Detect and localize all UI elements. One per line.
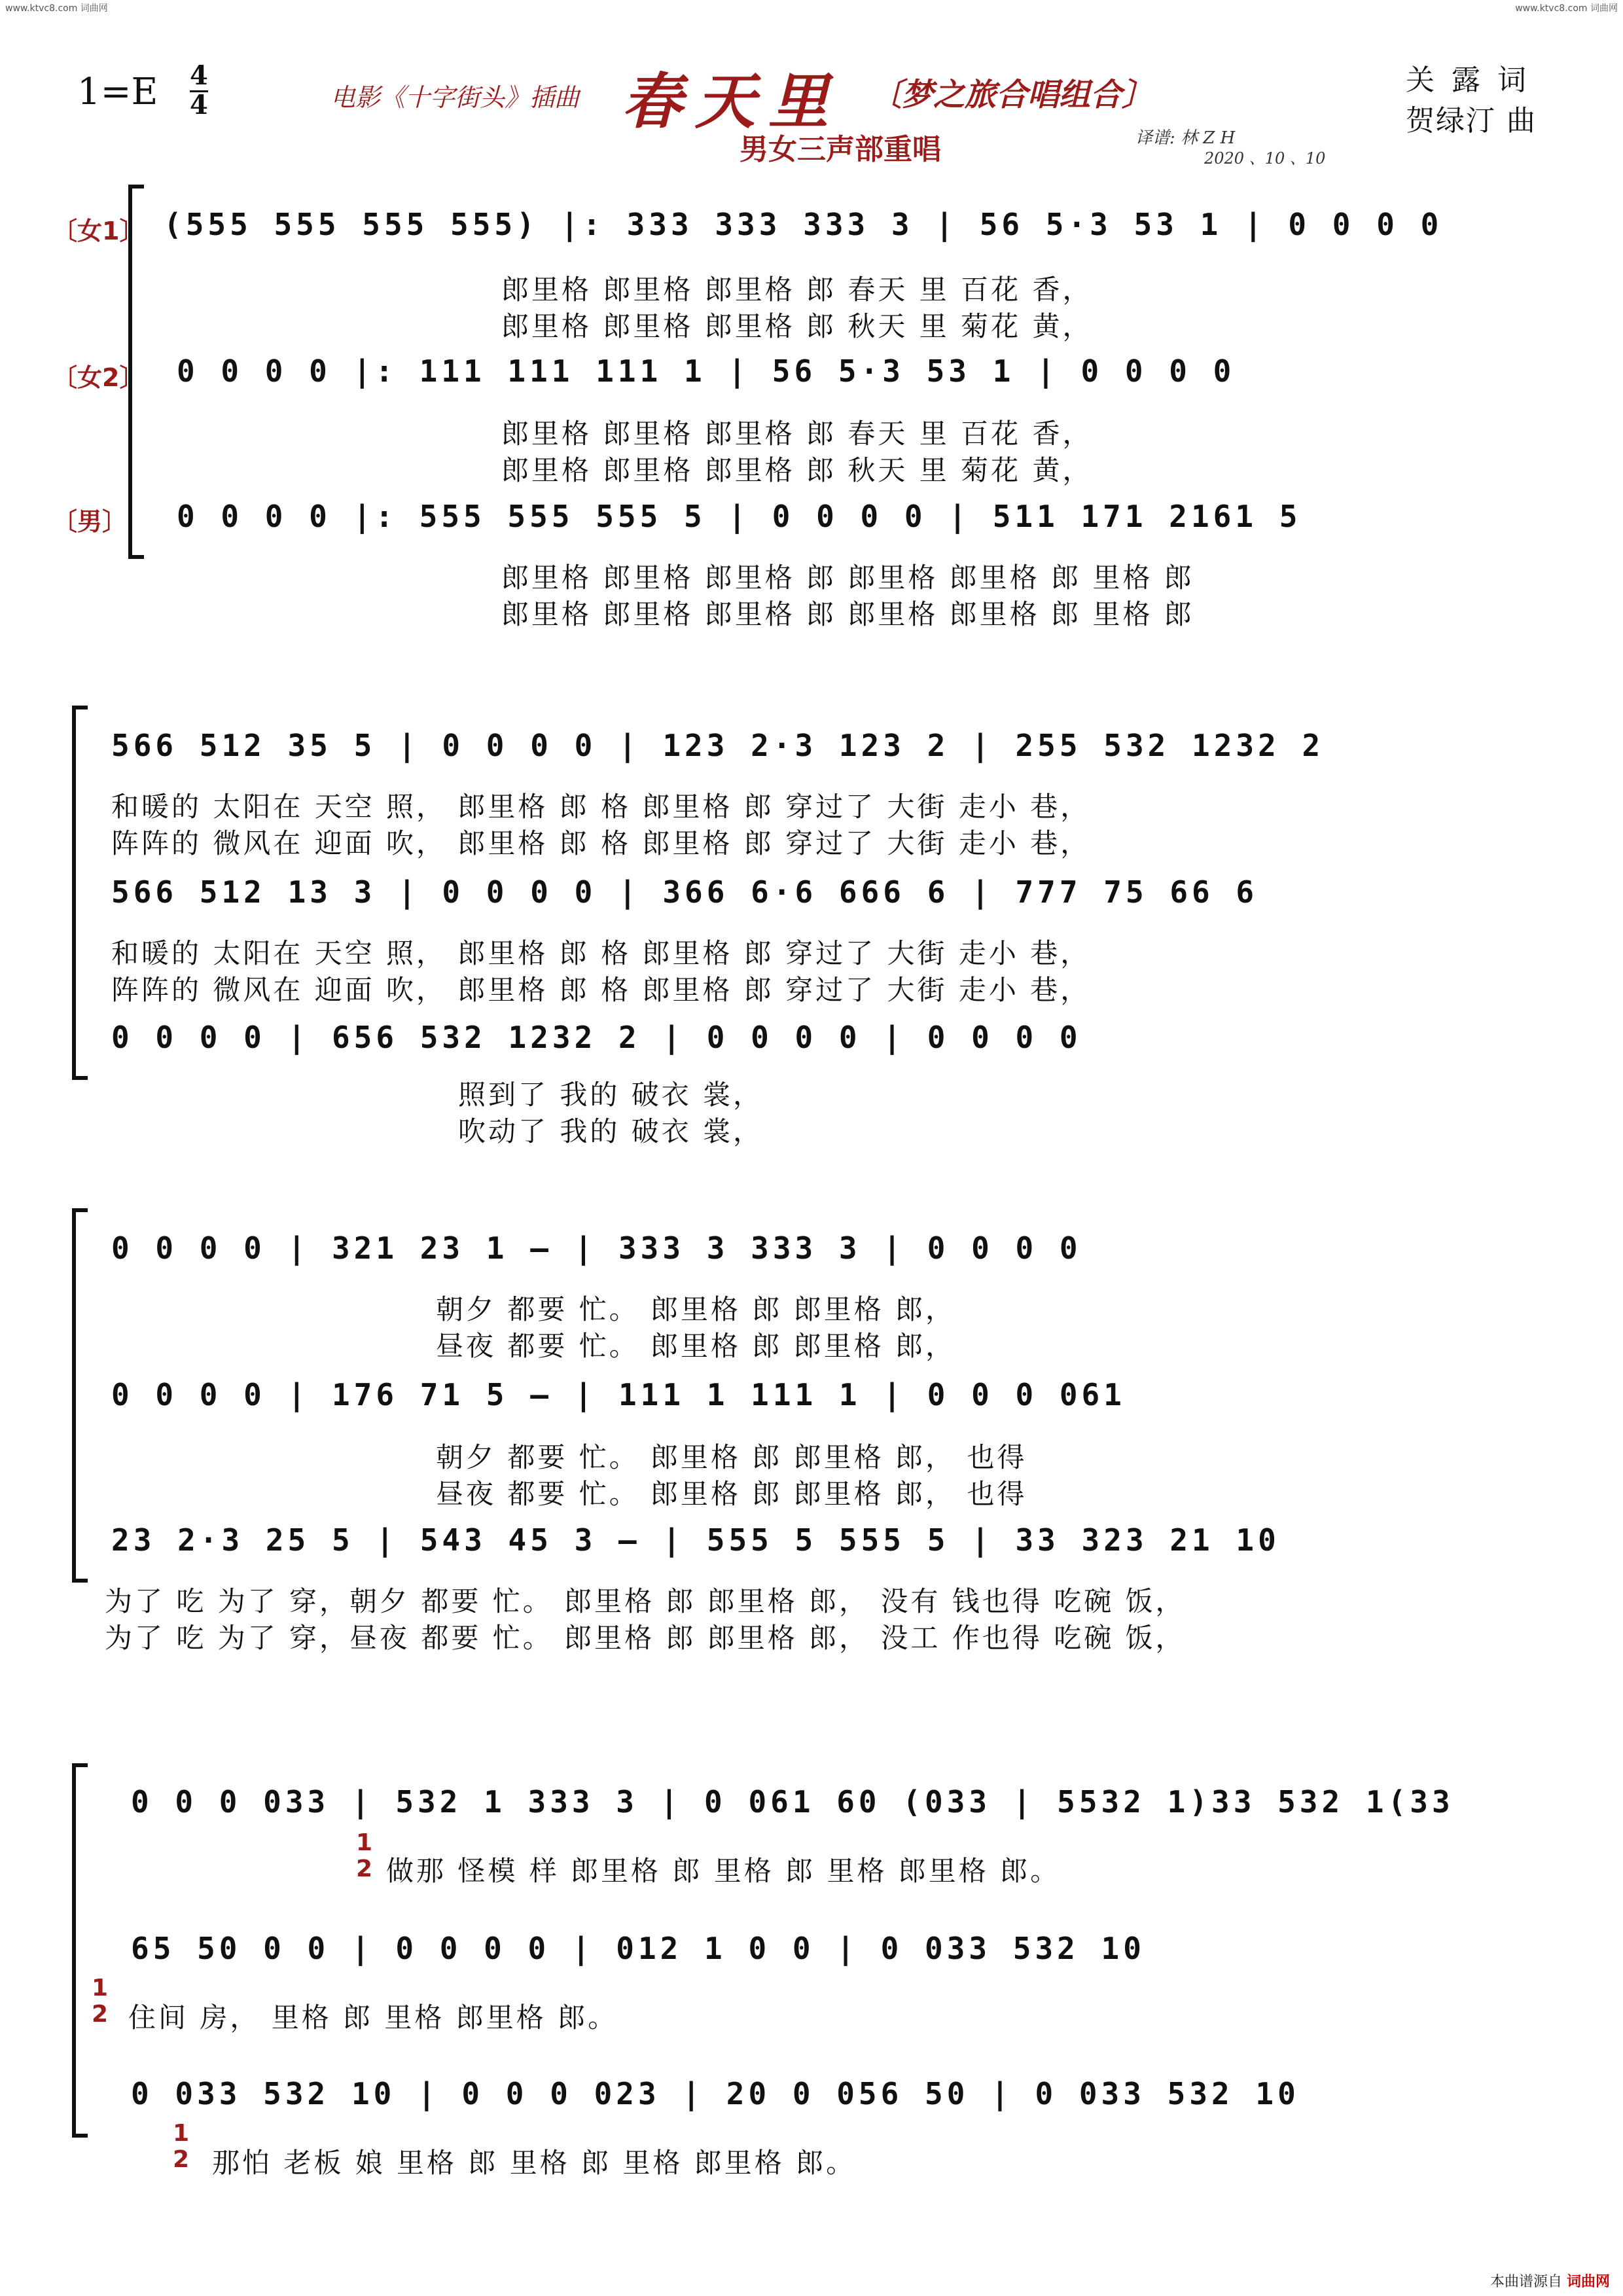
s4-v3-notes: 0 033 532 10 | 0 0 0 023 | 20 0 056 50 | 0 033 532 10 bbox=[131, 2076, 1300, 2111]
s3-v1-notes: 0 0 0 0 | 321 23 1 – | 333 3 333 3 | 0 0 0 0 bbox=[111, 1230, 1082, 1266]
voice-label-v3: 〔男〕 bbox=[52, 507, 128, 536]
s2-v2-lyrics-2: 阵阵的 微风在 迎面 吹， 郎里格 郎 格 郎里格 郎 穿过了 大街 走小 巷， bbox=[111, 974, 1091, 1006]
s4-v3-verse-mark bbox=[173, 2121, 189, 2173]
s3-v2-lyrics-1: 朝夕 都要 忙。 郎里格 郎 郎里格 郎， 也得 bbox=[436, 1441, 1027, 1473]
film-note: 电影《十字街头》插曲 bbox=[330, 83, 580, 112]
time-signature bbox=[190, 60, 208, 120]
song-title: 春天里 bbox=[622, 66, 842, 137]
s4-v2-verse-mark bbox=[92, 1975, 108, 2028]
s1-v3-lyrics-1: 郎里格 郎里格 郎里格 郎 郎里格 郎里格 郎 里格 郎 bbox=[501, 562, 1194, 594]
s4-v3-lyrics: 那怕 老板 娘 里格 郎 里格 郎 里格 郎里格 郎。 bbox=[212, 2147, 857, 2179]
arranger: 译谱: 林 Z H bbox=[1135, 128, 1236, 148]
system-2-bracket bbox=[72, 706, 88, 1080]
chorus-type: 男女三声部重唱 bbox=[740, 133, 941, 166]
verse-mark-2: 2 bbox=[356, 1856, 373, 1882]
s3-v3-lyrics-2: 为了 吃 为了 穿，昼夜 都要 忙。 郎里格 郎 郎里格 郎， 没工 作也得 吃碗 饭， bbox=[105, 1622, 1186, 1654]
s2-v2-notes: 566 512 13 3 | 0 0 0 0 | 366 6·6 666 6 | 777 75 66 6 bbox=[111, 874, 1258, 910]
site-url-right: www.ktvc8.com 词曲网 bbox=[1515, 3, 1618, 14]
s1-v2-lyrics-2: 郎里格 郎里格 郎里格 郎 秋天 里 菊花 黄， bbox=[501, 454, 1093, 486]
voice-label-v2: 〔女2〕 bbox=[52, 363, 145, 392]
s2-v1-lyrics-2: 阵阵的 微风在 迎面 吹， 郎里格 郎 格 郎里格 郎 穿过了 大街 走小 巷， bbox=[111, 827, 1091, 859]
s3-v2-notes: 0 0 0 0 | 176 71 5 – | 111 1 111 1 | 0 0 0 061 bbox=[111, 1377, 1126, 1412]
footer-brand: 词曲网 bbox=[1566, 2274, 1610, 2290]
s2-v2-lyrics-1: 和暖的 太阳在 天空 照， 郎里格 郎 格 郎里格 郎 穿过了 大街 走小 巷， bbox=[111, 937, 1091, 969]
s3-v3-notes: 23 2·3 25 5 | 543 45 3 – | 555 5 555 5 | 33 323 21 10 bbox=[111, 1522, 1280, 1558]
s2-v1-notes: 566 512 35 5 | 0 0 0 0 | 123 2·3 123 2 | 255 532 1232 2 bbox=[111, 728, 1325, 763]
s1-v1-lyrics-2: 郎里格 郎里格 郎里格 郎 秋天 里 菊花 黄， bbox=[501, 310, 1093, 342]
s3-v1-lyrics-1: 朝夕 都要 忙。 郎里格 郎 郎里格 郎， bbox=[436, 1293, 956, 1325]
s1-v3-lyrics-2: 郎里格 郎里格 郎里格 郎 郎里格 郎里格 郎 里格 郎 bbox=[501, 598, 1194, 630]
s2-v3-notes: 0 0 0 0 | 656 532 1232 2 | 0 0 0 0 | 0 0 0 0 bbox=[111, 1020, 1082, 1055]
arrange-date: 2020 、10 、10 bbox=[1204, 149, 1326, 168]
voice-label-v1: 〔女1〕 bbox=[52, 217, 145, 245]
s4-v1-lyrics: 做那 怪模 样 郎里格 郎 里格 郎 里格 郎里格 郎。 bbox=[386, 1855, 1061, 1887]
verse-mark-2: 2 bbox=[173, 2146, 190, 2173]
s4-v1-verse-mark bbox=[356, 1830, 372, 1882]
s1-v3-notes: 0 0 0 0 |: 555 555 555 5 | 0 0 0 0 | 511 171 2161 5 bbox=[177, 499, 1302, 534]
lyricist: 关 露 词 bbox=[1406, 63, 1530, 97]
verse-mark-1: 1 bbox=[92, 1975, 109, 2001]
verse-mark-1: 1 bbox=[356, 1829, 373, 1856]
verse-mark-2: 2 bbox=[92, 2001, 109, 2028]
s4-v2-notes: 65 50 0 0 | 0 0 0 0 | 012 1 0 0 | 0 033 532 10 bbox=[131, 1931, 1145, 1966]
verse-mark-1: 1 bbox=[173, 2120, 190, 2147]
song-subtitle: 〔梦之旅合唱组合〕 bbox=[870, 77, 1154, 113]
s4-v1-notes: 0 0 0 033 | 532 1 333 3 | 0 061 60 (033 | 5532 1)33 532 1(33 bbox=[131, 1784, 1454, 1820]
s3-v1-lyrics-2: 昼夜 都要 忙。 郎里格 郎 郎里格 郎， bbox=[436, 1330, 956, 1362]
system-3-bracket bbox=[72, 1208, 88, 1583]
s1-v2-lyrics-1: 郎里格 郎里格 郎里格 郎 春天 里 百花 香， bbox=[501, 418, 1093, 450]
s2-v3-lyrics-2: 吹动了 我的 破衣 裳， bbox=[458, 1115, 764, 1147]
s3-v2-lyrics-2: 昼夜 都要 忙。 郎里格 郎 郎里格 郎， 也得 bbox=[436, 1478, 1027, 1510]
s2-v3-lyrics-1: 照到了 我的 破衣 裳， bbox=[458, 1079, 764, 1111]
composer: 贺绿汀 曲 bbox=[1406, 104, 1537, 137]
s1-v1-notes: (555 555 555 555) |: 333 333 333 3 | 56 5·3 53 1 | 0 0 0 0 bbox=[164, 207, 1443, 242]
s4-v2-lyrics: 住间 房， 里格 郎 里格 郎里格 郎。 bbox=[128, 2001, 618, 2034]
site-url-left: www.ktvc8.com 词曲网 bbox=[5, 3, 108, 14]
top-bar bbox=[0, 0, 1623, 12]
s1-v2-notes: 0 0 0 0 |: 111 111 111 1 | 56 5·3 53 1 | 0 0 0 0 bbox=[177, 353, 1236, 389]
s3-v3-lyrics-1: 为了 吃 为了 穿，朝夕 都要 忙。 郎里格 郎 郎里格 郎， 没有 钱也得 吃碗 饭， bbox=[105, 1585, 1186, 1617]
time-top: 4 bbox=[190, 60, 208, 91]
footer-text: 本曲谱源自 bbox=[1489, 2274, 1562, 2290]
s1-v1-lyrics-1: 郎里格 郎里格 郎里格 郎 春天 里 百花 香， bbox=[501, 274, 1093, 306]
footer bbox=[1490, 2270, 1610, 2291]
time-bottom: 4 bbox=[190, 90, 208, 120]
system-4-bracket bbox=[72, 1763, 88, 2138]
key-signature: 1=E bbox=[77, 71, 158, 113]
s2-v1-lyrics-1: 和暖的 太阳在 天空 照， 郎里格 郎 格 郎里格 郎 穿过了 大街 走小 巷， bbox=[111, 791, 1091, 823]
